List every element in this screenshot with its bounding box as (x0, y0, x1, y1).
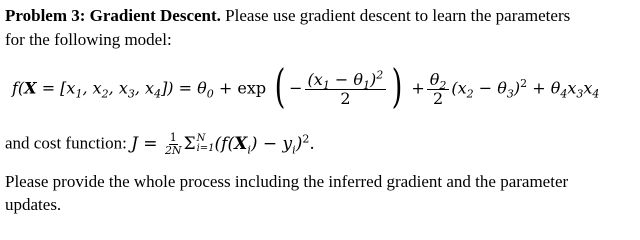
problem-intro: Please use gradient descent to learn the parameters (225, 6, 571, 25)
closing-text-line2: updates. (5, 195, 62, 214)
closing-text-line1: Please provide the whole process including the inferred gradient and the parameter (5, 172, 569, 191)
problem-title: Problem 3: Gradient Descent. (5, 6, 221, 25)
cost-function-formula: J = $\frac{1}{2N}$ Σ N i=1 $(f(X_i) - y_i)^2$. (131, 131, 315, 157)
model-equation: $f(X = [x_1$, $x_2$, $x_3$, $x_4]) = \theta_0 + \exp$ ( − $\frac{(x_1 - \theta_1)^2}{2}$ ) + $\frac{\theta_2}{2}$ $(x_2 - \theta_3)^2 + \theta_4x_3x_4$ (12, 59, 600, 113)
problem-heading-line (5, 6, 570, 26)
cost-prefix: and cost function: (5, 133, 132, 153)
cost-function-line (5, 132, 315, 156)
problem-intro-continued: for the following model: (5, 30, 172, 49)
